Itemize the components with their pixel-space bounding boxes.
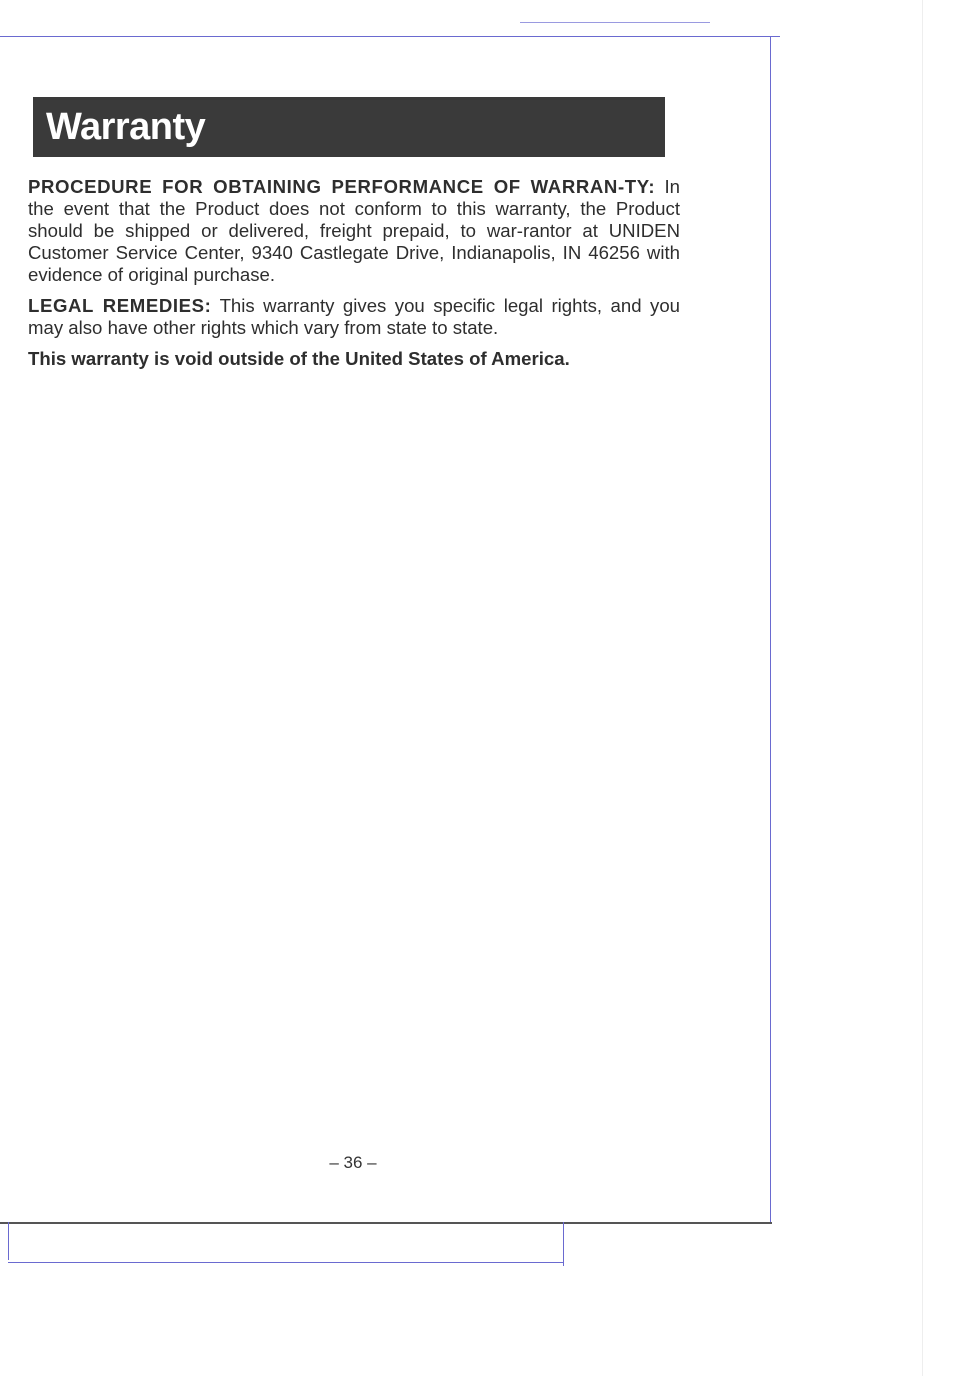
scan-edge-far-right — [922, 0, 923, 1376]
scan-edge-bottom — [0, 1222, 772, 1224]
procedure-heading: PROCEDURE FOR OBTAINING PERFORMANCE OF WARRAN-TY: — [28, 176, 656, 197]
procedure-paragraph — [28, 176, 680, 286]
scan-edge-left-stub — [8, 1222, 9, 1260]
scan-edge-mid-stub — [563, 1222, 564, 1266]
legal-remedies-paragraph — [28, 295, 680, 339]
page-number: – 36 – — [329, 1153, 377, 1172]
section-title-bar — [33, 97, 665, 157]
legal-remedies-text: This warranty gives you specific legal rights, and you may also have other rights which vary from state to state. — [28, 295, 680, 338]
scan-edge-bottom-secondary — [8, 1262, 564, 1263]
void-note: This warranty is void outside of the United States of America. — [28, 348, 570, 369]
scan-edge-top-secondary — [520, 22, 710, 23]
procedure-text: In the event that the Product does not conform to this warranty, the Product should be shipped or delivered, freight prepaid, to war-rantor at UNIDEN Customer Service Center, 9340 Castlegate Drive, Indianapolis, IN 46256 with evidence of original purchase. — [28, 176, 680, 285]
scan-edge-right — [770, 36, 771, 1224]
scan-edge-top — [0, 36, 780, 37]
legal-remedies-heading: LEGAL REMEDIES: — [28, 295, 212, 316]
warranty-body — [28, 176, 680, 379]
section-title: Warranty — [46, 105, 206, 148]
